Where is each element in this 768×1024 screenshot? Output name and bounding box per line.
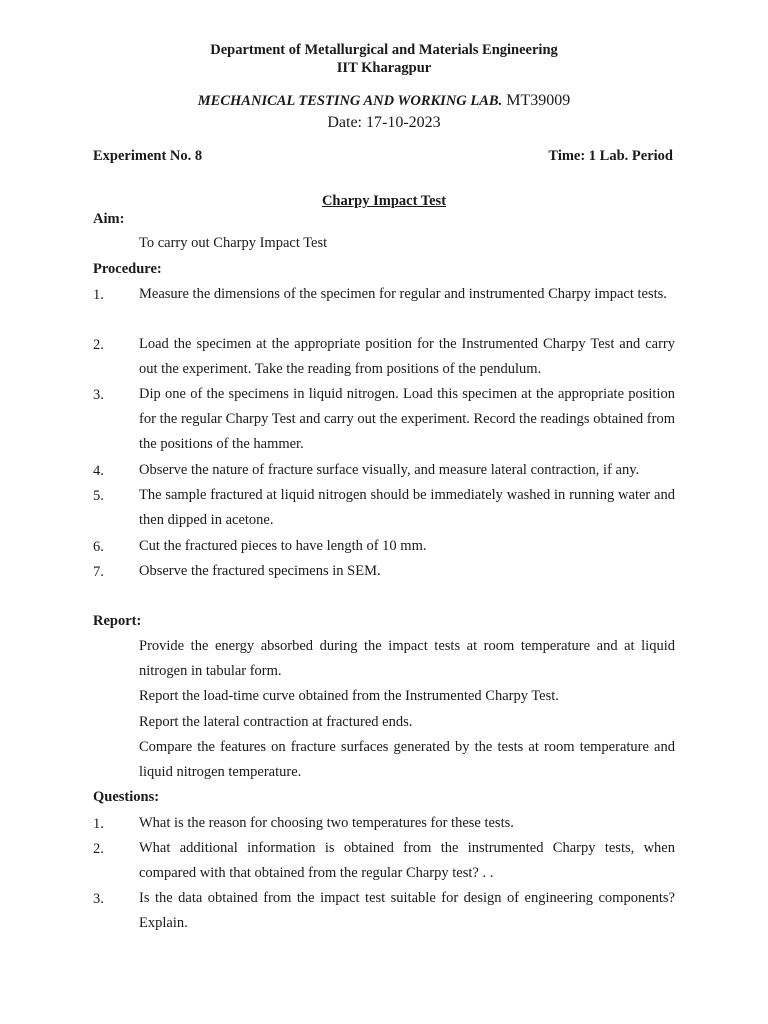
- procedure-step: Observe the fractured specimens in SEM.: [139, 563, 381, 579]
- question-text: What is the reason for choosing two temperatures for these tests.: [139, 815, 514, 831]
- aim-text: To carry out Charpy Impact Test: [139, 235, 328, 251]
- experiment-number: Experiment No. 8: [93, 148, 203, 164]
- procedure-number: 4.: [93, 463, 104, 479]
- question-text: What additional information is obtained from the instrumented Charpy tests, when compared with that obtained from the regular Charpy test? . .: [139, 840, 675, 882]
- question-number: 1.: [93, 816, 104, 832]
- institute-name: IIT Kharagpur: [336, 60, 432, 76]
- question-text: Is the data obtained from the impact test suitable for design of engineering components? Explain.: [139, 890, 675, 932]
- procedure-step: The sample fractured at liquid nitrogen should be immediately washed in running water and then dipped in acetone.: [139, 487, 675, 529]
- procedure-step: Load the specimen at the appropriate position for the Instrumented Charpy Test and carry out the experiment. Take the reading from positions of the pendulum.: [139, 336, 675, 378]
- department-name: Department of Metallurgical and Materials Engineering: [210, 42, 558, 58]
- procedure-number: 7.: [93, 564, 104, 580]
- procedure-step: Observe the nature of fracture surface visually, and measure lateral contraction, if any.: [139, 462, 640, 478]
- report-item: Report the lateral contraction at fractured ends.: [139, 714, 413, 730]
- course-code: MT39009: [506, 92, 571, 109]
- procedure-number: 3.: [93, 387, 104, 403]
- question-number: 3.: [93, 891, 104, 907]
- lab-name: MECHANICAL TESTING AND WORKING LAB.: [197, 93, 503, 109]
- lab-time: Time: 1 Lab. Period: [548, 148, 673, 164]
- lab-title: [0, 92, 768, 110]
- report-item: Compare the features on fracture surfaces generated by the tests at room temperature and liquid nitrogen temperature.: [139, 739, 675, 781]
- procedure-heading: Procedure:: [93, 261, 162, 277]
- procedure-number: 2.: [93, 337, 104, 353]
- report-item: Provide the energy absorbed during the impact tests at room temperature and at liquid nitrogen in tabular form.: [139, 638, 675, 680]
- procedure-step: Measure the dimensions of the specimen for regular and instrumented Charpy impact tests.: [139, 286, 667, 302]
- procedure-number: 1.: [93, 287, 104, 303]
- date: Date: 17-10-2023: [327, 114, 441, 131]
- procedure-step: Dip one of the specimens in liquid nitrogen. Load this specimen at the appropriate position for the regular Charpy Test and carry out the experiment. Record the readings obtained from the positions of the hammer.: [139, 386, 675, 453]
- aim-heading: Aim:: [93, 211, 125, 227]
- questions-heading: Questions:: [93, 789, 160, 805]
- procedure-step: Cut the fractured pieces to have length of 10 mm.: [139, 538, 427, 554]
- question-number: 2.: [93, 841, 104, 857]
- report-item: Report the load-time curve obtained from the Instrumented Charpy Test.: [139, 688, 559, 704]
- procedure-number: 6.: [93, 539, 104, 555]
- report-heading: Report:: [93, 613, 142, 629]
- experiment-title: Charpy Impact Test: [321, 193, 447, 209]
- procedure-number: 5.: [93, 488, 104, 504]
